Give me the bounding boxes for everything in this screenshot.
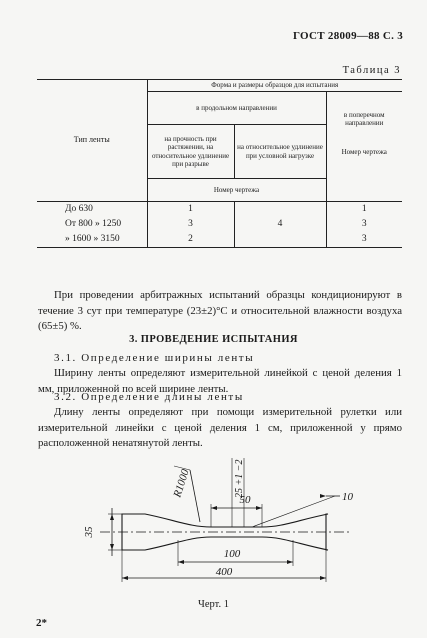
section-title: 3. ПРОВЕДЕНИЕ ИСПЫТАНИЯ (129, 334, 298, 345)
length-paragraph: Длину ленты определяют при помощи измерительной рулетки или измерительной линейки с ценой деления 1 см, приложенной у прямо расположенной ненатянутой ленты. (38, 406, 402, 449)
drawing-no-header: Номер чертежа (147, 179, 326, 202)
dim-50: 50 (239, 494, 251, 506)
dim-width: 10 (342, 491, 353, 503)
page-mark: 2* (36, 617, 47, 629)
dim-radius: R1000 (171, 467, 192, 499)
dim-tolerance: 25 +1 −2 (234, 459, 245, 498)
conditioning-paragraph: При проведении арбитражных испытаний образцы кондиционируют в течение 3 сут при температуре (23±2)°С и относительной влажности воздуха (65±5) %. (38, 289, 402, 332)
table-row: » 1600 » 3150 2 3 (37, 232, 402, 248)
sub-strength-header: на прочность при растяжении, на относительное удлинение при разрыве (147, 125, 234, 179)
table-caption: Таблица 3 (342, 65, 401, 76)
dim-400: 400 (215, 566, 233, 578)
col-group-header: Форма и размеры образцов для испытания (147, 80, 402, 92)
width-paragraph: Ширину ленты определяют измерительной линейкой с ценой деления 1 мм, приложенной по всей ширине ленты. (38, 367, 402, 395)
dim-height: 35 (83, 526, 95, 538)
table-row: До 630 1 1 (37, 202, 402, 218)
table-row: От 800 » 1250 3 4 3 (37, 217, 402, 232)
sub-elong-header: на относительное удлинение при условной нагрузке (234, 125, 326, 179)
row-type: » 1600 » 3150 (65, 234, 120, 245)
col-cross-header: в поперечном направлении Номер чертежа (326, 92, 402, 202)
specimen-outline (122, 514, 328, 550)
figure-caption: Черт. 1 (198, 599, 229, 610)
col-type-header: Тип ленты (37, 80, 147, 202)
col-long-header: в продольном направлении (147, 92, 326, 125)
subsection-width-title: 3.1. Определение ширины ленты (54, 352, 255, 364)
row-type: От 800 » 1250 (65, 219, 122, 230)
dim-100: 100 (223, 548, 241, 560)
row-type: До 630 (65, 204, 93, 215)
page-header: ГОСТ 28009—88 С. 3 (292, 30, 403, 42)
drawing-no-cross: Номер чертежа (341, 148, 387, 156)
subsection-length-title: 3.2. Определение длины ленты (54, 391, 244, 403)
